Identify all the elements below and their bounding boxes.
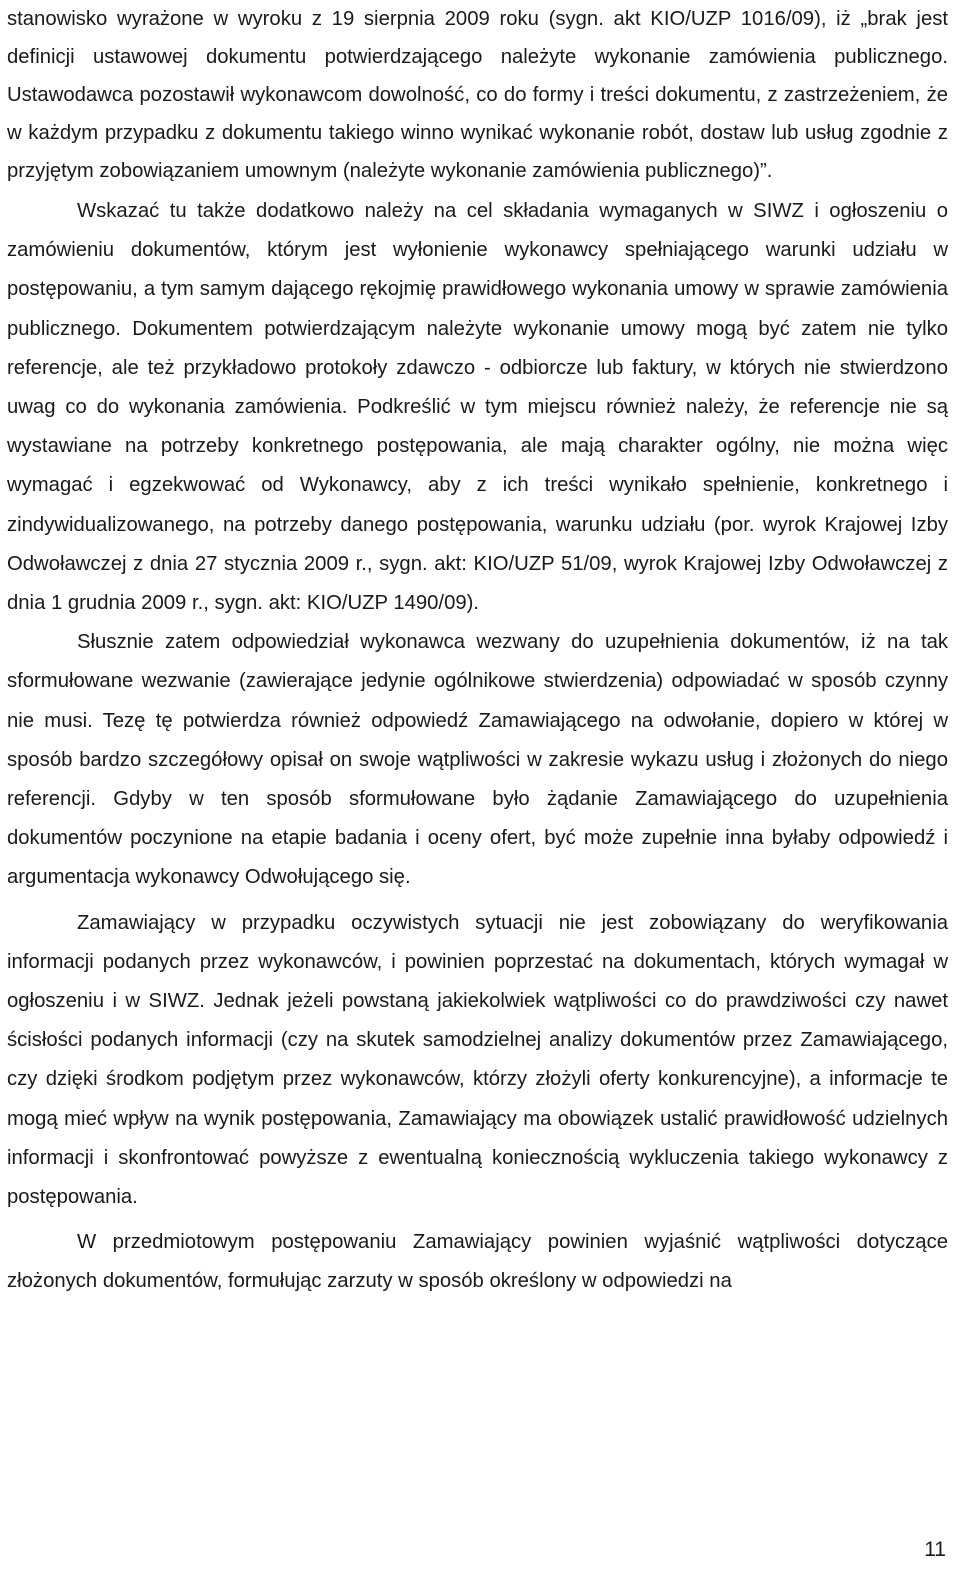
paragraph: Słusznie zatem odpowiedział wykonawca wezwany do uzupełnienia dokumentów, iż na tak sformułowane wezwanie (zawierające jedynie ogólnikowe stwierdzenia) odpowiadać w sposób czynny nie musi. Tezę tę potwierdza również odpowiedź Zamawiającego na odwołanie, dopiero w której w sposób bardzo szczegółowy opisał on swoje wątpliwości w zakresie wykazu usług i złożonych do niego referencji. Gdyby w ten sposób sformułowane było żądanie Zamawiającego do uzupełnienia dokumentów poczynione na etapie badania i oceny ofert, być może zupełnie inna byłaby odpowiedź i argumentacja wykonawcy Odwołującego się. (7, 631, 948, 889)
document-body (7, 0, 948, 1302)
paragraph: W przedmiotowym postępowaniu Zamawiający powinien wyjaśnić wątpliwości dotyczące złożonych dokumentów, formułując zarzuty w sposób określony w odpowiedzi na (7, 1231, 948, 1293)
paragraph-continuation: stanowisko wyrażone w wyroku z 19 sierpnia 2009 roku (sygn. akt KIO/UZP 1016/09), iż „brak jest definicji ustawowej dokumentu potwierdzającego należyte wykonanie zamówienia publicznego. Ustawodawca pozostawił wykonawcom dowolność, co do formy i treści dokumentu, z zastrzeżeniem, że w każdym przypadku z dokumentu takiego winno wynikać wykonanie robót, dostaw lub usług zgodnie z przyjętym zobowiązaniem umownym (należyte wykonanie zamówienia publicznego)”. (7, 8, 948, 182)
paragraph: Wskazać tu także dodatkowo należy na cel składania wymaganych w SIWZ i ogłoszeniu o zamówieniu dokumentów, którym jest wyłonienie wykonawcy spełniającego warunki udziału w postępowaniu, a tym samym dającego rękojmię prawidłowego wykonania umowy w sprawie zamówienia publicznego. Dokumentem potwierdzającym należyte wykonanie umowy mogą być zatem nie tylko referencje, ale też przykładowo protokoły zdawczo - odbiorcze lub faktury, w których nie stwierdzono uwag co do wykonania zamówienia. Podkreślić w tym miejscu również należy, że referencje nie są wystawiane na potrzeby konkretnego postępowania, ale mają charakter ogólny, nie można więc wymagać i egzekwować od Wykonawcy, aby z ich treści wynikało spełnienie, konkretnego i zindywidualizowanego, na potrzeby danego postępowania, warunku udziału (por. wyrok Krajowej Izby Odwoławczej z dnia 27 stycznia 2009 r., sygn. akt: KIO/UZP 51/09, wyrok Krajowej Izby Odwoławczej z dnia 1 grudnia 2009 r., sygn. akt: KIO/UZP 1490/09). (7, 200, 948, 615)
paragraph: Zamawiający w przypadku oczywistych sytuacji nie jest zobowiązany do weryfikowania informacji podanych przez wykonawców, i powinien poprzestać na dokumentach, których wymagał w ogłoszeniu i w SIWZ. Jednak jeżeli powstaną jakiekolwiek wątpliwości co do prawdziwości czy nawet ścisłości podanych informacji (czy na skutek samodzielnej analizy dokumentów przez Zamawiającego, czy dzięki środkom podjętym przez wykonawców, którzy złożyli oferty konkurencyjne), a informacje te mogą mieć wpływ na wynik postępowania, Zamawiający ma obowiązek ustalić prawidłowość udzielnych informacji i skonfrontować powyższe z ewentualną koniecznością wykluczenia takiego wykonawcy z postępowania. (7, 911, 948, 1209)
page-number: 11 (924, 1538, 946, 1561)
